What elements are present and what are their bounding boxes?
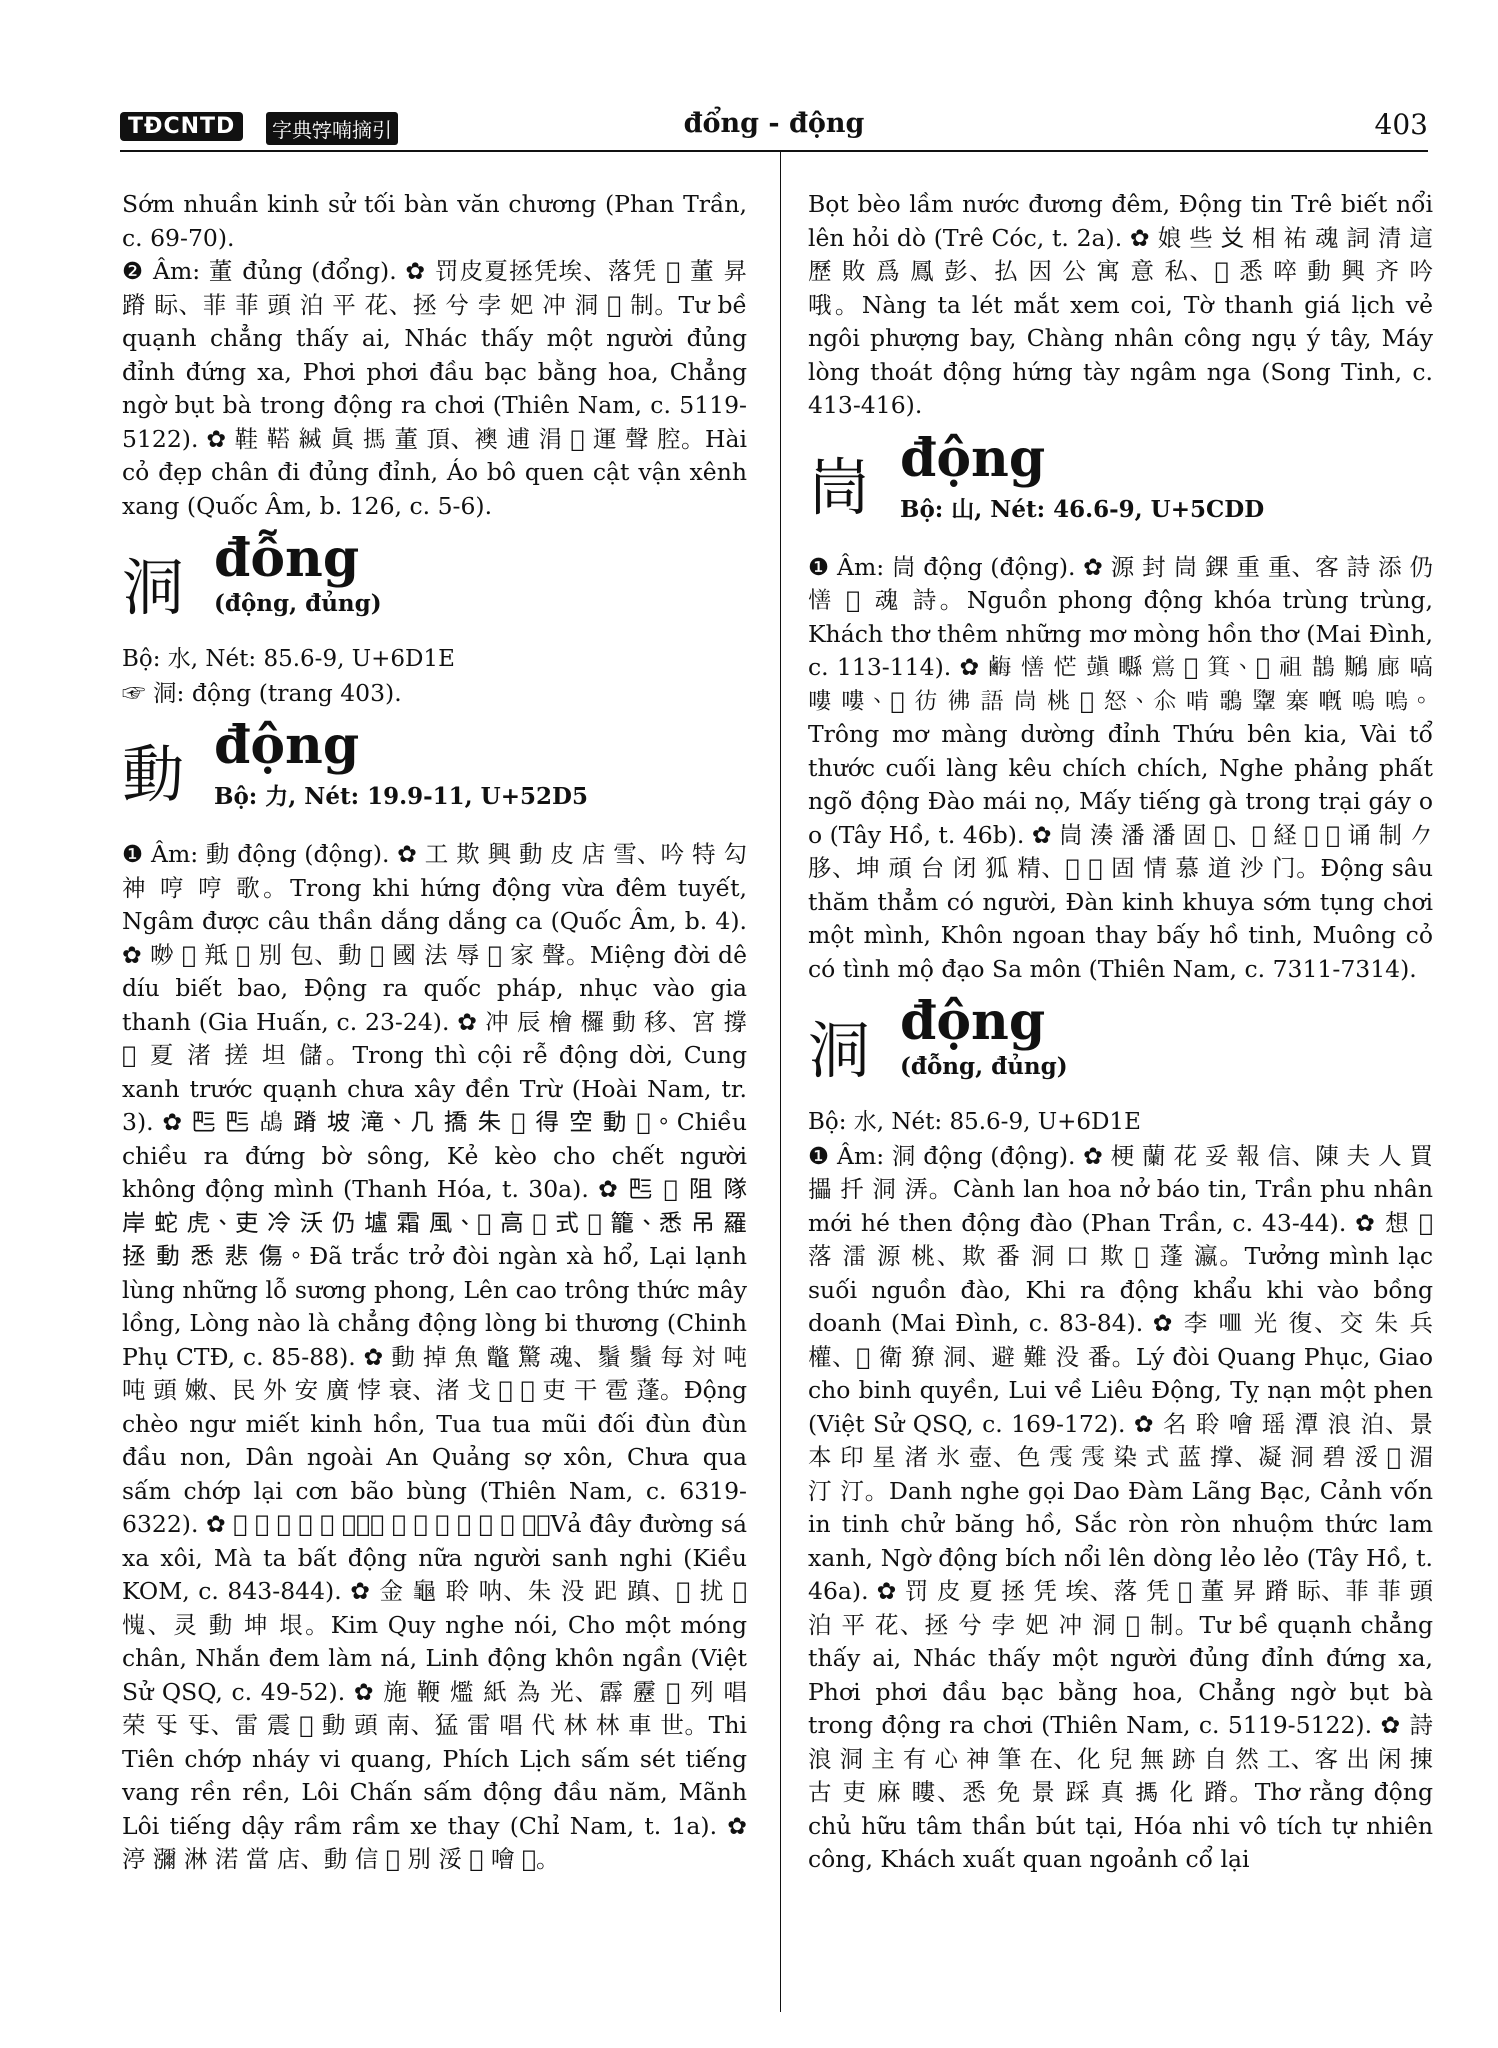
entry-dong-52D5	[122, 715, 747, 838]
entry-dong-6D1E-b	[808, 991, 1433, 1106]
sense-1-dong: ❶ Âm: 動 động (động). ✿ 工 欺 興 動 皮 店 雪、吟 特 勾 神 哼 哼 歌。Trong khi hứng động vừa đêm tuyết, Ngâm được câu thần dắng dắng ca (Quốc Âm, b. 4). ✿ 𠴕 𦹵 羝 𠰳 別 包、動 𪀄 國 法 辱 𠊚 家 聲。Miệng đời dê díu biết bao, Động ra quốc pháp, nhục vào gia thanh (Gia Huấn, c. 23-24). ✿ 冲 辰 檜 欏 動 移、宮 撐 𡐙 夏 渚 搓 坦 儲。Trong thì cội rễ động dời, Cung xanh trước quạnh chưa xây đền Trừ (Hoài Nam, tr. 3). ✿ 𠀧 𠀧 𪀄 蹐 坡 滝、几 撟 朱 𣩂 得 空 動 𨉓。Chiều chiều ra đứng bờ sông, Kẻ kèo cho chết người không động mình (Thanh Hóa, t. 30a). ✿ 𠀧 𡗶 阻 隊 岸 蛇 虎、吏 冷 沃 仍 壚 霜 風、𨖲 高 𩃳 式 𩄲 籠、悉 吊 羅 拯 動 悉 悲 傷。Đã trắc trở đòi ngàn xà hổ, Lại lạnh lùng những lỗ sương phong, Lên cao trông thức mây lồng, Lòng nào là chẳng động lòng bi thương (Chinh Phụ CTĐ, c. 85-88). ✿ 動 掉 魚 鼈 驚 魂、鬚 鬚 每 対 吨 吨 頭 嫩、民 外 安 廣 悖 衰、渚 戈 𩄎 𢫝 吏 干 雹 蓬。Động chèo ngư miết kinh hồn, Tua tua mũi đối đùn đùn đầu non, Dân ngoài An Quảng sợ xôn, Chưa qua sấm chớp lại cơn bão bùng (Thiên Nam, c. 6319-6322). ✿ 𦝄 低 塘 舍 賒 吹、麻 些 不 動 女 𨉓 生 疑。Vả đây đường sá xa xôi, Mà ta bất động nữa người sanh nghi (Kiều KOM, c. 843-844). ✿ 金 龜 聆 呐、朱 没 𧿆 蹎、𠸦 扰 𢀭 𢢯、灵 動 坤 垠。Kim Quy nghe nói, Cho một móng chân, Nhắn đem làm ná, Linh động khôn ngần (Việt Sử QSQ, c. 49-52). ✿ 施 鞭 爁 紙 為 光、霹 靂 𨋤 列 唱 荣 㸦 㸦、雷 震 𨋤 動 頭 南、猛 雷 唱 代 林 林 車 世。Thi Tiên chớp nháy vi quang, Phích Lịch sấm sét tiếng vang rền rền, Lôi Chấn sấm động đầu năm, Mãnh Lôi tiếng dậy rầm rầm xe thay (Chỉ Nam, t. 1a). ✿ 渟 瀰 淋 渃 當 店、動 信 𩵜 別 浽 𨖲 噲 𡁼。	[122, 840, 747, 1873]
continued-text: Sớm nhuần kinh sử tối bàn văn chương (Phan Trần, c. 69-70).	[122, 190, 747, 252]
continued-text: Bọt bèo lầm nước đương đêm, Động tin Trê biết nổi lên hỏi dò (Trê Cóc, t. 2a). ✿ 娘 些 𠬠 相 祐 魂 詞 清 這 歷 敗 爲 鳳 彭、払 因 公 寓 意 私、𥋳 悉 啐 動 興 齐 吟 哦。Nàng ta lét mắt xem coi, Tờ thanh giá lịch vẻ ngôi phượng bay, Chàng nhân công ngụ ý tây, Máy lòng thoát động hứng tày ngâm nga (Song Tinh, c. 413-416).	[808, 190, 1433, 419]
nom-title-logo: 字典𡨸喃摘引	[266, 112, 398, 145]
radical-info: Bộ: 山, Nét: 46.6-9, U+5CDD	[900, 495, 1265, 523]
cross-reference: ☞ 洞: động (trang 403).	[122, 678, 402, 707]
entry-dong-6D1E	[122, 528, 747, 643]
headword: động	[214, 715, 360, 776]
headword-char: 動	[122, 738, 185, 811]
headword: động	[900, 427, 1046, 489]
headword: đỗng	[214, 528, 360, 589]
column-divider	[780, 152, 781, 2012]
sense-1-dong-cave: ❶ Âm: 洞 động (động). ✿ 梗 蘭 花 妥 報 信、陳 夫 人 買 攂 扦 洞 㳥。Cành lan hoa nở báo tin, Trần phu nhân mới hé then động đào (Phan Trần, c. 43-44). ✿ 想 𨉓 落 㵢 源 桃、欺 番 洞 口 欺 𠊚 蓬 瀛。Tưởng mình lạc suối nguồn đào, Khi ra động khẩu khi vào bồng doanh (Mai Đình, c. 83-84). ✿ 李 𠰘 光 復、交 朱 兵 權、𨅸 衛 獠 洞、避 難 没 番。Lý đòi Quang Phục, Giao cho binh quyền, Lui về Liêu Động, Tỵ nạn một phen (Việt Sử QSQ, c. 169-172). ✿ 名 聆 噲 瑶 潭 浪 泊、景 本 印 星 渚 氷 壺、色 𩂟 𩂟 染 式 蓝 撑、凝 洞 碧 浽 𨖲 湄 汀 汀。Danh nghe gọi Dao Đàm Lãng Bạc, Cảnh vốn in tinh chử băng hồ, Sắc ròn ròn nhuộm thức lam xanh, Ngờ động bích nổi lên dòng lẻo lẻo (Tây Hồ, t. 46a). ✿ 罚 皮 夏 拯 凭 埃、落 凭 𤈜 董 昇 蹐 眎、菲 菲 頭 泊 平 花、拯 兮 孛 妑 冲 洞 𪀄 制。Tư bề quạnh chẳng thấy ai, Nhác thấy một người đủng đỉnh đứng xa, Phơi phơi đầu bạc bằng hoa, Chẳng ngờ bụt bà trong động ra chơi (Thiên Nam, c. 5119-5122). ✿ 詩 浪 洞 主 有 心 神 筆 在、化 兒 無 跡 自 然 工、客 出 闲 㨂 古 吏 麻 瞜、悉 免 景 踩 真 𢲫 化 蹐。Thơ rằng động chủ hữu tâm thần bút tại, Hóa nhi vô tích tự nhiên công, Khách xuất quan ngoảnh cổ lại	[808, 1141, 1433, 1873]
headword-char: 峝	[808, 450, 871, 524]
header-rule	[120, 150, 1428, 152]
running-head: đổng - động	[683, 108, 865, 139]
headword: động	[900, 991, 1046, 1052]
right-column	[808, 188, 1433, 1877]
publisher-logo: TĐCNTD	[120, 112, 243, 141]
headword-char: 洞	[122, 551, 185, 624]
headword-char: 洞	[808, 1014, 871, 1087]
alt-readings: (động, đủng)	[214, 590, 382, 617]
radical-info: Bộ: 力, Nét: 19.9-11, U+52D5	[214, 783, 588, 810]
sense-2-dong: ❷ Âm: 董 đủng (đổng). ✿ 罚皮夏拯凭埃、落凭 𤈜 董 昇 蹐 眎、菲 菲 頭 泊 平 花、拯 兮 孛 妑 冲 洞 𪀄 制。Tư bề quạnh chẳng thấy ai, Nhác thấy một người đủng đỉnh đứng xa, Phơi phơi đầu bạc bằng hoa, Chẳng ngờ bụt bà trong động ra chơi (Thiên Nam, c. 5119-5122). ✿ 鞋 𩌂 𦄅 眞 𢲫 董 頂、襖 逋 涓 𦚐 運 聲 腔。Hài cỏ đẹp chân đi đủng đỉnh, Áo bô quen cật vận xênh xang (Quốc Âm, b. 126, c. 5-6).	[122, 257, 747, 520]
left-column	[122, 188, 747, 1877]
entry-dong-5CDD	[808, 427, 1433, 551]
page-header	[120, 108, 1428, 150]
radical-info: Bộ: 水, Nét: 85.6-9, U+6D1E	[122, 646, 455, 672]
alt-readings: (đỗng, đủng)	[900, 1053, 1068, 1080]
page-number: 403	[1374, 108, 1428, 141]
radical-info: Bộ: 水, Nét: 85.6-9, U+6D1E	[808, 1109, 1141, 1135]
sense-1-dong-mountain: ❶ Âm: 峝 động (động). ✿ 源 封 峝 錁 重 重、客 詩 添 仍 𢢆 𢣧 魂 詩。Nguồn phong động khóa trùng trùng, Khách thơ thêm những mơ mòng hồn thơ (Mai Đình, c. 113-114). ✿ 𪉥 𢢆 恾 𧰊 𥌭 鴬 𨖲 箕、𠸠 祖 鵲 𪆁 廊 嗃 嘍 嘍、𥉮 彷 彿 語 峝 桃 𠳨 怒、𠇍 啃 𪃿 𩍂 寨 嘅 嗚 嗚。Trông mơ màng dường đỉnh Thứu bên kia, Vài tổ thước cuối làng kêu chích chích, Nghe phảng phất ngõ động Đào mái nọ, Mấy tiếng gà trong trại gáy o o (Tây Hồ, t. 46b). ✿ 峝 湊 潘 潘 固 𨉓、𢬣 経 𧿆 𠄩 诵 制 𠂊 䏧、坤 頑 台 闭 狐 精、𤠄 𩌂 固 情 慕 道 沙 门。Động sâu thăm thẳm có người, Đàn kinh khuya sớm tụng chơi một mình, Khôn ngoan thay bấy hồ tinh, Muông cỏ có tình mộ đạo Sa môn (Thiên Nam, c. 7311-7314).	[808, 552, 1433, 983]
